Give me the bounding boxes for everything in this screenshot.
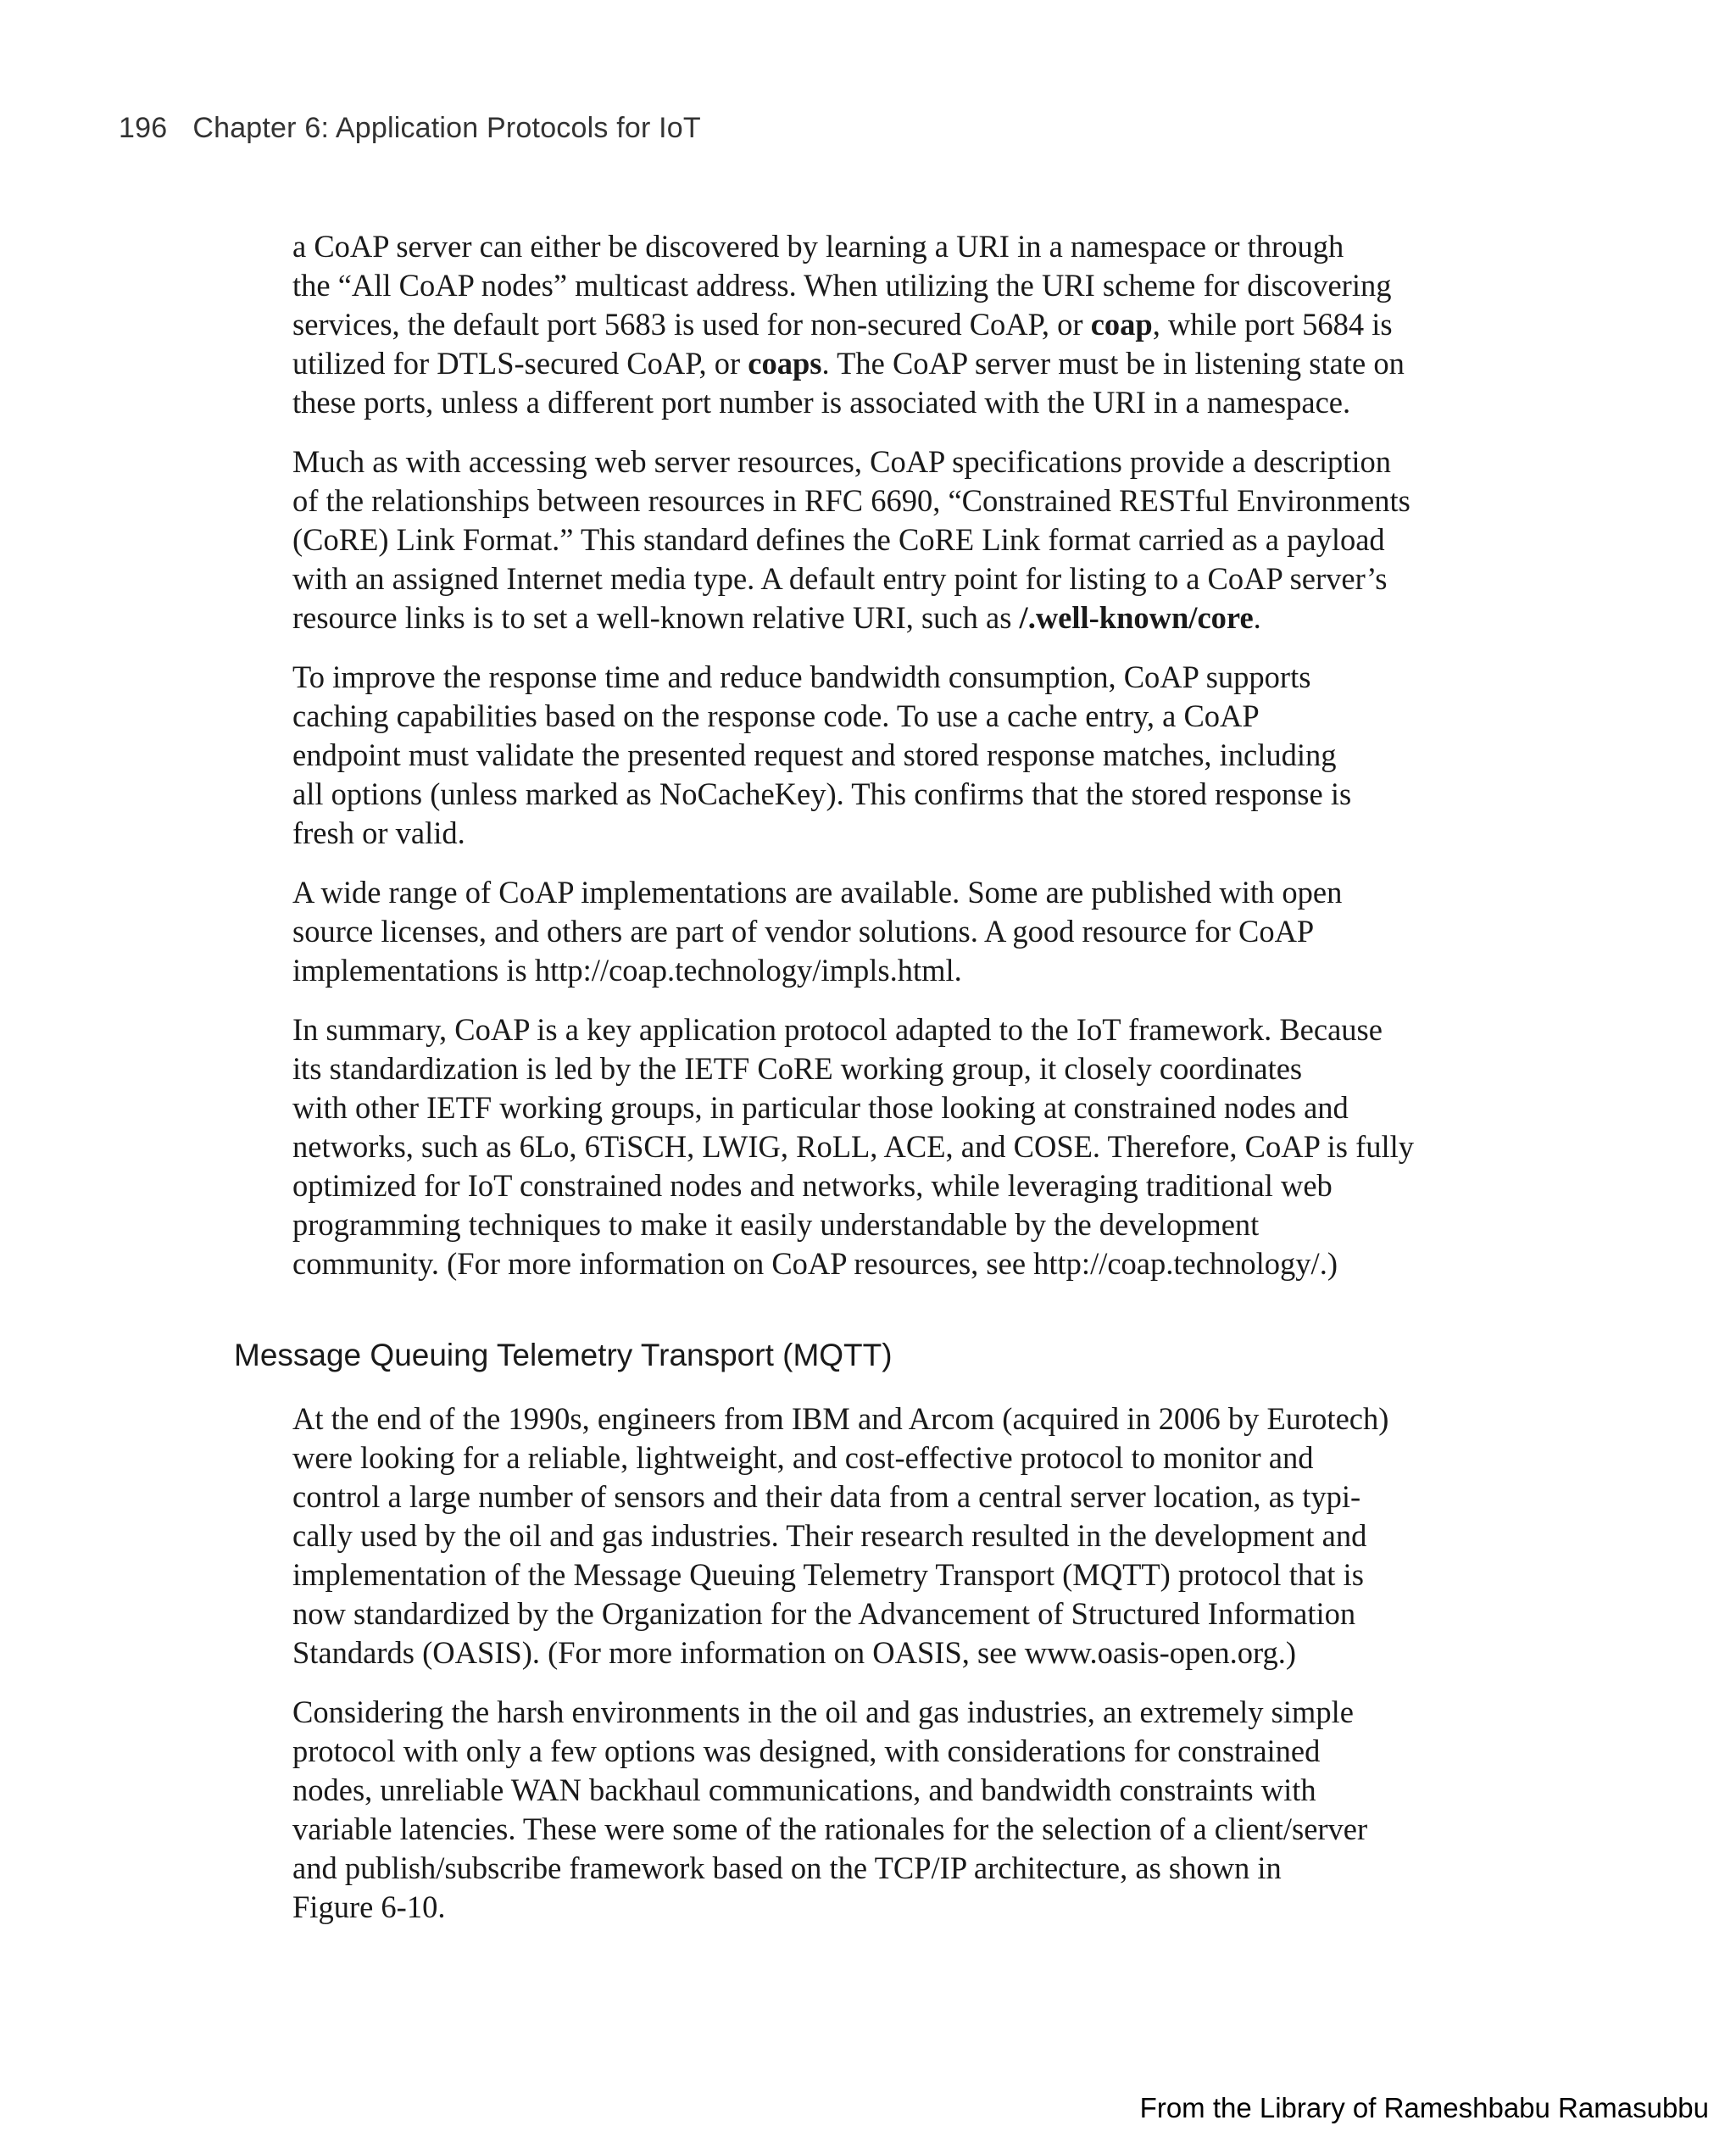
text-line: source licenses, and others are part of vendor solutions. A good resource for CoAP: [292, 914, 1315, 949]
text-line: protocol with only a few options was designed, with considerations for constrained: [292, 1733, 1321, 1768]
text-line: community. (For more information on CoAP resources, see http://coap.technology/.): [292, 1246, 1338, 1281]
text-line: with other IETF working groups, in particular those looking at constrained nodes and: [292, 1090, 1349, 1125]
paragraph: [292, 1400, 1462, 1672]
inline-code-term: coap: [1090, 307, 1153, 342]
paragraph: [292, 873, 1462, 990]
chapter-title: Chapter 6: Application Protocols for IoT: [192, 112, 701, 144]
paragraph: [292, 227, 1462, 422]
text-line: now standardized by the Organization for the Advancement of Structured Information: [292, 1596, 1356, 1631]
text-line: were looking for a reliable, lightweight, and cost-effective protocol to monitor and: [292, 1440, 1314, 1475]
library-attribution: From the Library of Rameshbabu Ramasubbu: [1139, 2092, 1709, 2123]
text-line: its standardization is led by the IETF CoRE working group, it closely coordinates: [292, 1051, 1303, 1086]
paragraph: [292, 1693, 1462, 1927]
text-line: Considering the harsh environments in the oil and gas industries, an extremely simple: [292, 1694, 1354, 1729]
inline-code-term: /.well-known/core: [1019, 600, 1254, 635]
text-line: optimized for IoT constrained nodes and networks, while leveraging traditional web: [292, 1168, 1333, 1203]
text-line: implementation of the Message Queuing Telemetry Transport (MQTT) protocol that is: [292, 1557, 1364, 1592]
text-line: utilized for DTLS-secured CoAP, or coaps. The CoAP server must be in listening state on: [292, 346, 1405, 381]
text-line: Much as with accessing web server resources, CoAP specifications provide a description: [292, 444, 1392, 479]
text-line: a CoAP server can either be discovered by learning a URI in a namespace or through: [292, 229, 1344, 264]
text-line: networks, such as 6Lo, 6TiSCH, LWIG, RoLL, ACE, and COSE. Therefore, CoAP is fully: [292, 1129, 1415, 1164]
paragraph: [292, 442, 1462, 637]
text-line: services, the default port 5683 is used for non-secured CoAP, or coap, while port 5684 is: [292, 307, 1393, 342]
text-line: cally used by the oil and gas industries. Their research resulted in the development and: [292, 1518, 1367, 1553]
text-line: the “All CoAP nodes” multicast address. When utilizing the URI scheme for discovering: [292, 268, 1392, 303]
text-line: programming techniques to make it easily understandable by the development: [292, 1207, 1260, 1242]
text-line: nodes, unreliable WAN backhaul communications, and bandwidth constraints with: [292, 1772, 1316, 1807]
text-line: implementations is http://coap.technology/impls.html.: [292, 953, 962, 988]
text-line: variable latencies. These were some of the rationales for the selection of a client/server: [292, 1811, 1368, 1846]
text-line: and publish/subscribe framework based on the TCP/IP architecture, as shown in: [292, 1850, 1282, 1885]
text-line: caching capabilities based on the response code. To use a cache entry, a CoAP: [292, 698, 1260, 733]
text-line: Figure 6-10.: [292, 1889, 446, 1924]
text-line: all options (unless marked as NoCacheKey). This confirms that the stored response is: [292, 776, 1352, 811]
text-line: control a large number of sensors and their data from a central server location, as typi-: [292, 1479, 1361, 1514]
running-head: [119, 112, 701, 145]
text-line: In summary, CoAP is a key application protocol adapted to the IoT framework. Because: [292, 1012, 1383, 1047]
text-line: resource links is to set a well-known relative URI, such as /.well-known/core.: [292, 600, 1261, 635]
coap-body-text: [292, 227, 1462, 1304]
inline-code-term: coaps: [748, 346, 822, 381]
paragraph: [292, 1010, 1462, 1283]
text-line: of the relationships between resources in RFC 6690, “Constrained RESTful Environments: [292, 483, 1410, 518]
text-line: with an assigned Internet media type. A default entry point for listing to a CoAP server’s: [292, 561, 1388, 596]
text-line: Standards (OASIS). (For more information on OASIS, see www.oasis-open.org.): [292, 1635, 1297, 1670]
text-line: (CoRE) Link Format.” This standard defines the CoRE Link format carried as a payload: [292, 522, 1385, 557]
page-number: 196: [119, 112, 168, 144]
section-heading: Message Queuing Telemetry Transport (MQTT): [234, 1338, 893, 1372]
text-line: fresh or valid.: [292, 815, 465, 850]
text-line: A wide range of CoAP implementations are available. Some are published with open: [292, 875, 1343, 910]
text-line: endpoint must validate the presented request and stored response matches, including: [292, 737, 1337, 772]
mqtt-body-text: [292, 1400, 1462, 1947]
text-line: At the end of the 1990s, engineers from IBM and Arcom (acquired in 2006 by Eurotech): [292, 1401, 1389, 1436]
paragraph: [292, 658, 1462, 853]
text-line: To improve the response time and reduce bandwidth consumption, CoAP supports: [292, 659, 1311, 694]
text-line: these ports, unless a different port number is associated with the URI in a namespace.: [292, 385, 1351, 420]
